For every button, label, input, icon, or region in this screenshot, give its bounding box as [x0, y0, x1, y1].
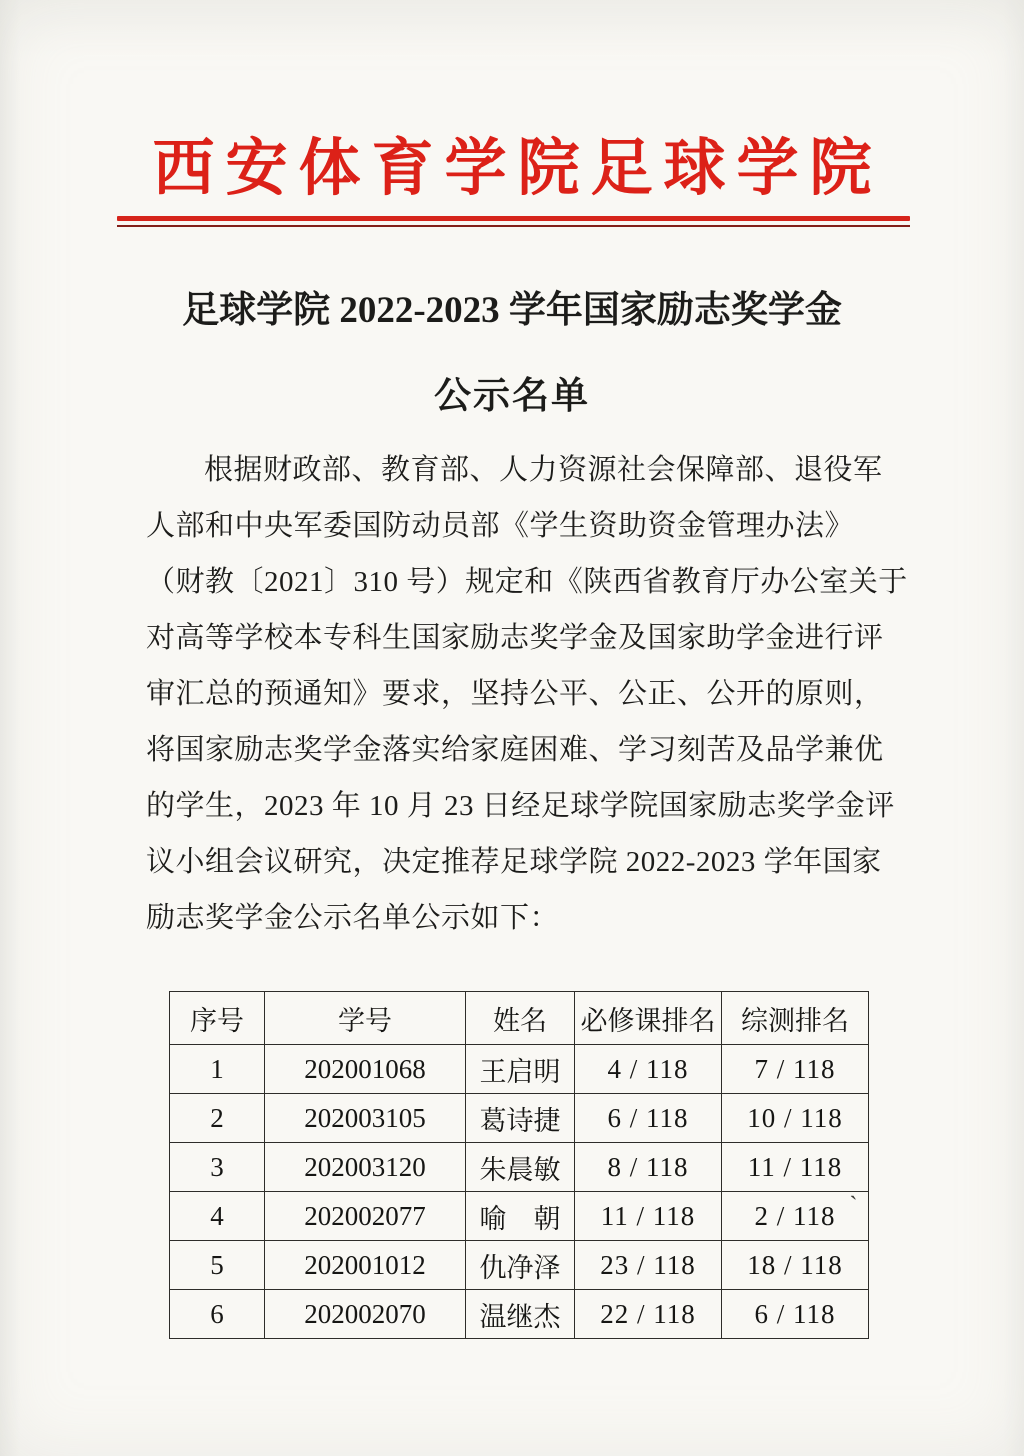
cell-required-rank: 8 / 118: [575, 1143, 722, 1192]
cell-student-id: 202002077: [265, 1192, 466, 1241]
cell-student-id: 202002070: [265, 1290, 466, 1339]
cell-overall-rank: 7 / 118: [722, 1045, 869, 1094]
cell-student-id: 202001012: [265, 1241, 466, 1290]
cell-seq: 4: [170, 1192, 265, 1241]
cell-seq: 1: [170, 1045, 265, 1094]
paragraph-line: 审汇总的预通知》要求，坚持公平、公正、公开的原则，: [146, 678, 884, 710]
cell-name: 朱晨敏: [466, 1143, 575, 1192]
scholarship-table: [169, 991, 869, 1339]
letterhead-title: 西安体育学院足球学院: [152, 135, 883, 203]
document-title-line1: 足球学院 2022-2023 学年国家励志奖学金: [182, 290, 842, 331]
cell-seq: 2: [170, 1094, 265, 1143]
cell-overall-rank: 6 / 118: [722, 1290, 869, 1339]
paragraph-line: 将国家励志奖学金落实给家庭困难、学习刻苦及品学兼优: [146, 734, 884, 766]
body-paragraph: [146, 442, 908, 946]
cell-required-rank: 11 / 118: [575, 1192, 722, 1241]
paragraph-line: 对高等学校本专科生国家励志奖学金及国家助学金进行评: [146, 622, 884, 654]
cell-name: 温继杰: [466, 1290, 575, 1339]
header-cell-required-rank: 必修课排名: [575, 992, 722, 1045]
cell-name: 葛诗捷: [466, 1094, 575, 1143]
table-row: [170, 1045, 869, 1094]
header-cell-student-id: 学号: [265, 992, 466, 1045]
cell-student-id: 202001068: [265, 1045, 466, 1094]
header-cell-overall-rank: 综测排名: [722, 992, 869, 1045]
paragraph-line: 根据财政部、教育部、人力资源社会保障部、退役军: [204, 454, 883, 486]
cell-name: 仇净泽: [466, 1241, 575, 1290]
table-header-row: [170, 992, 869, 1045]
document-title: [0, 292, 1024, 415]
paragraph-line: 人部和中央军委国防动员部《学生资助资金管理办法》: [146, 510, 855, 542]
cell-student-id: 202003120: [265, 1143, 466, 1192]
table-row: [170, 1143, 869, 1192]
cell-name: 喻 朝: [466, 1192, 575, 1241]
cell-required-rank: 23 / 118: [575, 1241, 722, 1290]
divider-line-thin: [117, 225, 910, 227]
letterhead-divider: [117, 216, 910, 227]
cell-required-rank: 22 / 118: [575, 1290, 722, 1339]
cell-required-rank: 4 / 118: [575, 1045, 722, 1094]
cell-student-id: 202003105: [265, 1094, 466, 1143]
cell-overall-rank: [722, 1192, 869, 1241]
paragraph-line: 的学生，2023 年 10 月 23 日经足球学院国家励志奖学金评: [146, 790, 895, 822]
table-row: [170, 1241, 869, 1290]
stray-pen-mark: ˋ: [849, 1192, 859, 1219]
header-cell-name: 姓名: [466, 992, 575, 1045]
paragraph-line: 议小组会议研究，决定推荐足球学院 2022-2023 学年国家: [146, 846, 882, 878]
cell-overall-rank: 10 / 118: [722, 1094, 869, 1143]
cell-overall-rank: 18 / 118: [722, 1241, 869, 1290]
cell-seq: 3: [170, 1143, 265, 1192]
cell-seq: 6: [170, 1290, 265, 1339]
cell-seq: 5: [170, 1241, 265, 1290]
cell-overall-rank-value: 2 / 118: [754, 1200, 836, 1231]
document-title-line2: 公示名单: [434, 376, 590, 417]
cell-name: 王启明: [466, 1045, 575, 1094]
cell-overall-rank: 11 / 118: [722, 1143, 869, 1192]
cell-required-rank: 6 / 118: [575, 1094, 722, 1143]
paragraph-line: （财教〔2021〕310 号）规定和《陕西省教育厅办公室关于: [146, 566, 908, 598]
header-cell-seq: 序号: [170, 992, 265, 1045]
table-row: [170, 1094, 869, 1143]
table-row: [170, 1290, 869, 1339]
divider-line-thick: [117, 216, 910, 221]
table-row: [170, 1192, 869, 1241]
paragraph-line: 励志奖学金公示名单公示如下：: [146, 902, 560, 934]
